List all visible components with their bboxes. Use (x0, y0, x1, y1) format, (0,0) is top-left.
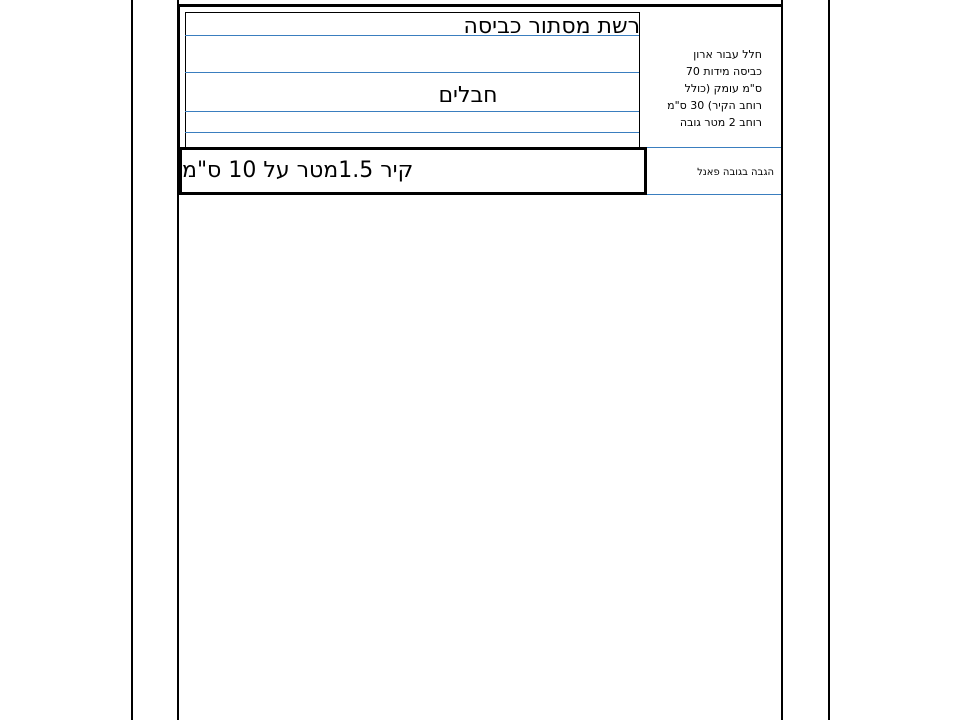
rope-line (185, 111, 639, 112)
closet-frame-top (185, 12, 639, 13)
closet-note-line: רוחב הקיר) 30 ס"מ (667, 99, 762, 112)
rope-line (185, 132, 639, 133)
panel-height-note: הגבה בגובה פאנל (697, 167, 774, 178)
ropes-label: חבלים (438, 83, 498, 108)
closet-note-line: כביסה מידות 70 (685, 65, 762, 78)
closet-note-line: רוחב 2 מטר גובה (679, 116, 762, 129)
wall-label-wrap (182, 150, 644, 192)
rope-line (185, 72, 639, 73)
right-post (781, 0, 830, 720)
net-title: רשת מסתור כביסה (463, 14, 640, 39)
panel-height-line (647, 194, 781, 195)
closet-frame-left (179, 7, 180, 148)
closet-frame-inner (185, 12, 186, 148)
wall-label: קיר 1.5מטר על 10 ס"מ (182, 158, 414, 183)
closet-note-line: ס"מ עומק (כולל (684, 82, 762, 95)
panel-height-line (647, 147, 781, 148)
wall-box (179, 147, 647, 195)
closet-note (645, 46, 762, 131)
top-beam (179, 4, 781, 7)
left-post (131, 0, 179, 720)
closet-note-line: חלל עבור ארון (693, 48, 762, 61)
